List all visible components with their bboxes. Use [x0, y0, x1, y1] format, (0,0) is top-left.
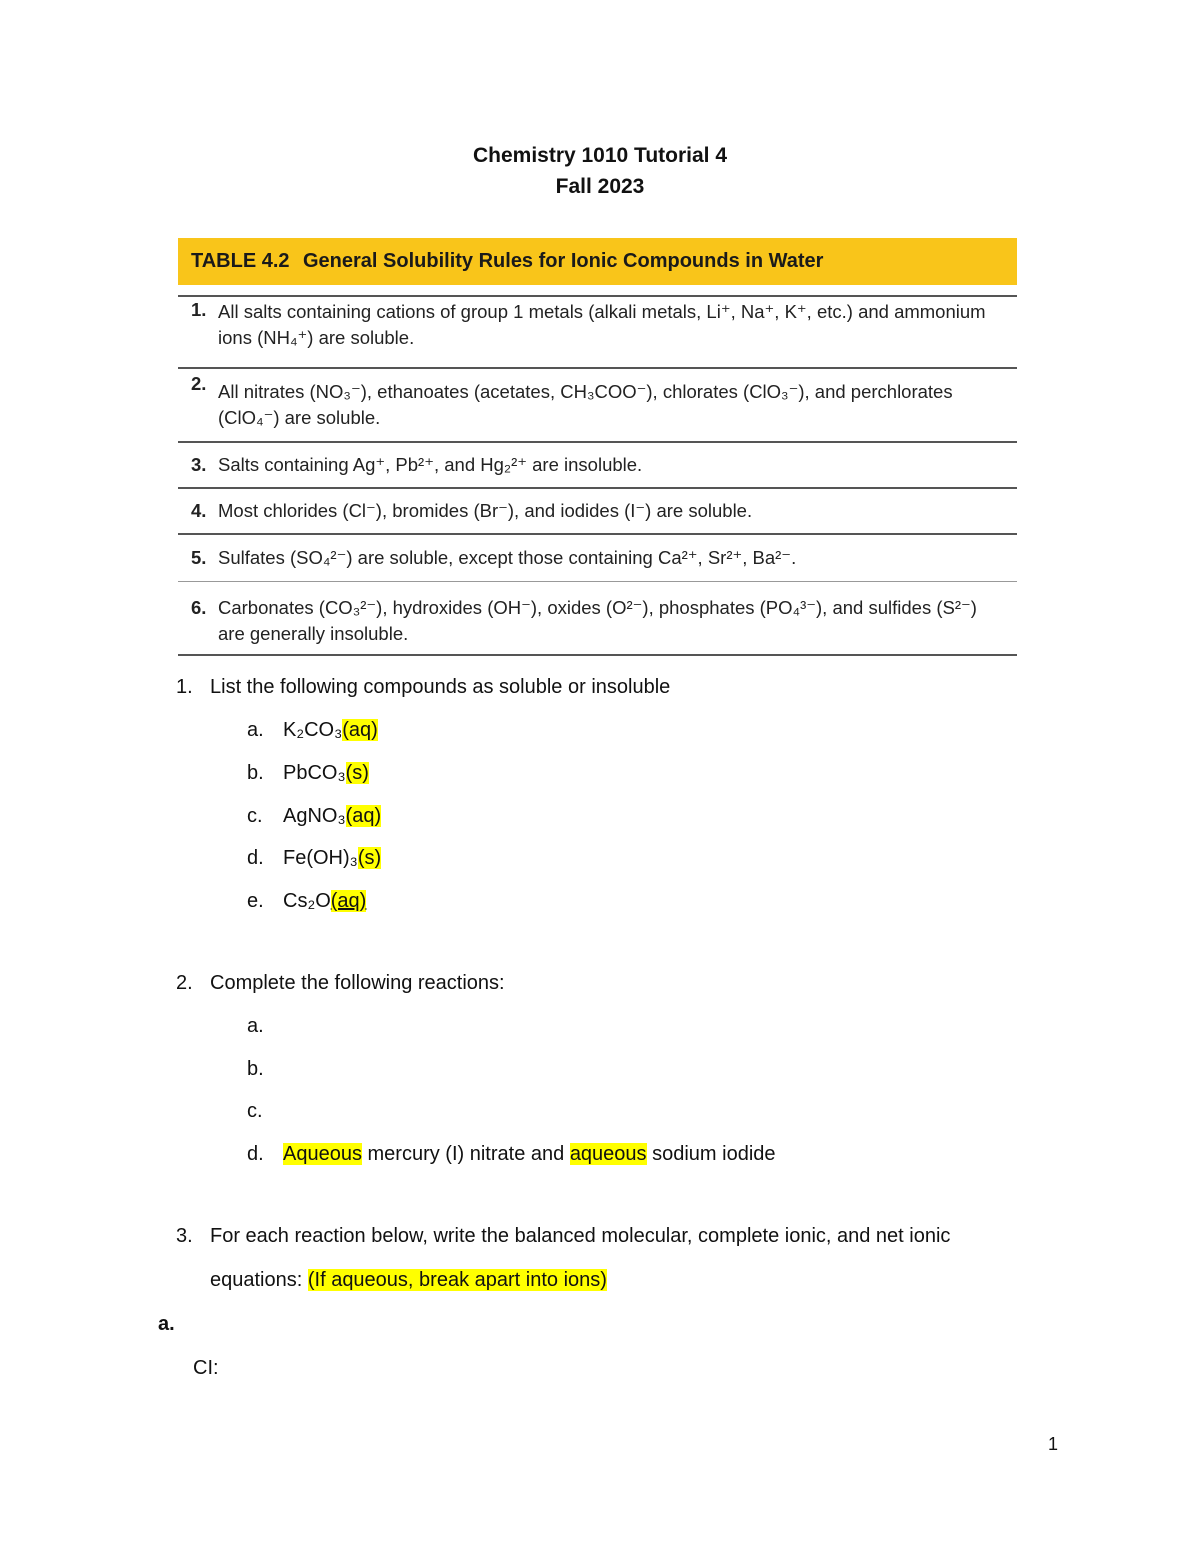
q3-ci-label: CI:	[193, 1357, 219, 1379]
page-number: 1	[1048, 1434, 1059, 1454]
question-2: 2. Complete the following reactions:	[176, 972, 505, 994]
q3-item-a: a.	[158, 1313, 175, 1335]
q1-item-d: d. Fe(OH)₃(s)	[247, 847, 382, 869]
q1-item-c: c. AgNO₃(aq)	[247, 805, 382, 827]
q2-item-d: d. Aqueous mercury (I) nitrate and aqueous sodium iodide	[247, 1143, 776, 1165]
q1-item-e: e. Cs₂O(aq)	[247, 890, 367, 912]
q2-item-c: c.	[247, 1100, 263, 1122]
document-term: Fall 2023	[555, 175, 645, 198]
table-title: General Solubility Rules for Ionic Compounds in Water	[303, 250, 824, 272]
q1-item-b: b. PbCO₃(s)	[247, 762, 369, 784]
table-rule: 2. All nitrates (NO₃⁻), ethanoates (acetates, CH₃COO⁻), chlorates (ClO₃⁻), and perchlorates (ClO₄⁻) are soluble.	[178, 369, 1017, 443]
table-rule: 1. All salts containing cations of group 1 metals (alkali metals, Li⁺, Na⁺, K⁺, etc.) and ammonium ions (NH₄⁺) are soluble.	[178, 297, 1017, 369]
question-3-line2: equations: (If aqueous, break apart into ions)	[210, 1269, 607, 1291]
question-1: 1. List the following compounds as soluble or insoluble	[176, 676, 671, 698]
table-rule: 3. Salts containing Ag⁺, Pb²⁺, and Hg₂²⁺ are insoluble.	[178, 443, 1017, 489]
table-rule: 4. Most chlorides (Cl⁻), bromides (Br⁻), and iodides (I⁻) are soluble.	[178, 489, 1017, 535]
table-rule-line	[178, 285, 1017, 297]
q2-item-b: b.	[247, 1058, 264, 1080]
table-number: TABLE 4.2	[191, 250, 290, 272]
question-3: 3. For each reaction below, write the balanced molecular, complete ionic, and net ionic	[176, 1225, 951, 1247]
table-header	[178, 238, 1017, 285]
q1-item-a: a. K₂CO₃(aq)	[247, 719, 378, 741]
q2-item-a: a.	[247, 1015, 264, 1037]
table-rule: 5. Sulfates (SO₄²⁻) are soluble, except those containing Ca²⁺, Sr²⁺, Ba²⁻.	[178, 535, 1017, 582]
solubility-table	[178, 238, 1017, 656]
document-title: Chemistry 1010 Tutorial 4	[472, 144, 728, 167]
table-rule: 6. Carbonates (CO₃²⁻), hydroxides (OH⁻), oxides (O²⁻), phosphates (PO₄³⁻), and sulfides (S²⁻) are generally insoluble.	[178, 582, 1017, 656]
